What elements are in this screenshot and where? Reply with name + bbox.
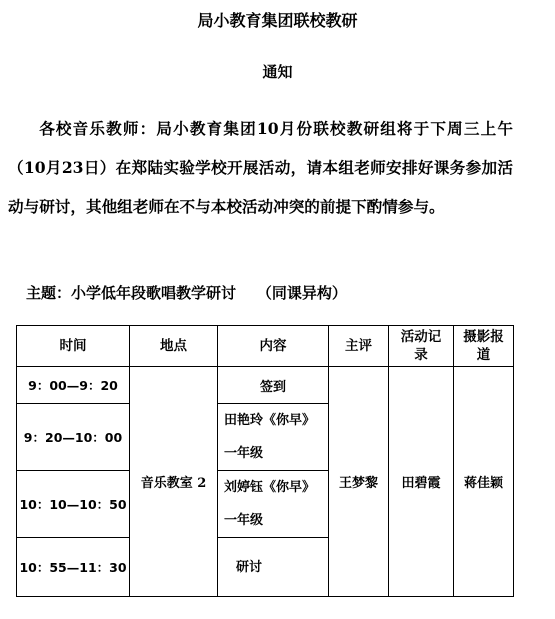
schedule-table bbox=[16, 325, 514, 597]
topic-line: 主题：小学低年段歌唱教学研讨 （同课异构） bbox=[26, 284, 347, 302]
lesson-grade: 一年级 bbox=[224, 446, 264, 461]
header-content: 内容 bbox=[218, 326, 329, 367]
content-cell: 签到 bbox=[218, 367, 329, 404]
content-cell: 研讨 bbox=[218, 538, 329, 597]
reviewer-cell: 王梦黎 bbox=[329, 367, 389, 597]
photographer-cell: 蒋佳颖 bbox=[454, 367, 514, 597]
header-reviewer: 主评 bbox=[329, 326, 389, 367]
header-location: 地点 bbox=[130, 326, 218, 367]
lesson-teacher: 刘婷钰《你早》 bbox=[224, 480, 316, 495]
document-title: 局小教育集团联校教研 bbox=[197, 11, 358, 30]
time-cell: 10：10—10：50 bbox=[17, 471, 130, 538]
lesson-grade: 一年级 bbox=[224, 513, 264, 528]
header-recorder: 活动记录 bbox=[389, 326, 454, 367]
header-photographer: 摄影报道 bbox=[454, 326, 514, 367]
table-header-row bbox=[17, 326, 514, 367]
location-cell: 音乐教室 2 bbox=[130, 367, 218, 597]
content-cell bbox=[218, 471, 329, 538]
lesson-teacher: 田艳玲《你早》 bbox=[224, 413, 316, 428]
notice-body: 各校音乐教师：局小教育集团10月份联校教研组将于下周三上午（10月23日）在郑陆实验学校开展活动，请本组老师安排好课务参加活动与研讨，其他组老师在不与本校活动冲突的前提下酌情参与。 bbox=[8, 119, 513, 216]
recorder-cell: 田碧霞 bbox=[389, 367, 454, 597]
time-cell: 9：20—10：00 bbox=[17, 404, 130, 471]
notice-label: 通知 bbox=[262, 63, 293, 81]
header-time: 时间 bbox=[17, 326, 130, 367]
table-row bbox=[17, 367, 514, 404]
time-cell: 10：55—11：30 bbox=[17, 538, 130, 597]
content-cell bbox=[218, 404, 329, 471]
time-cell: 9：00—9：20 bbox=[17, 367, 130, 404]
